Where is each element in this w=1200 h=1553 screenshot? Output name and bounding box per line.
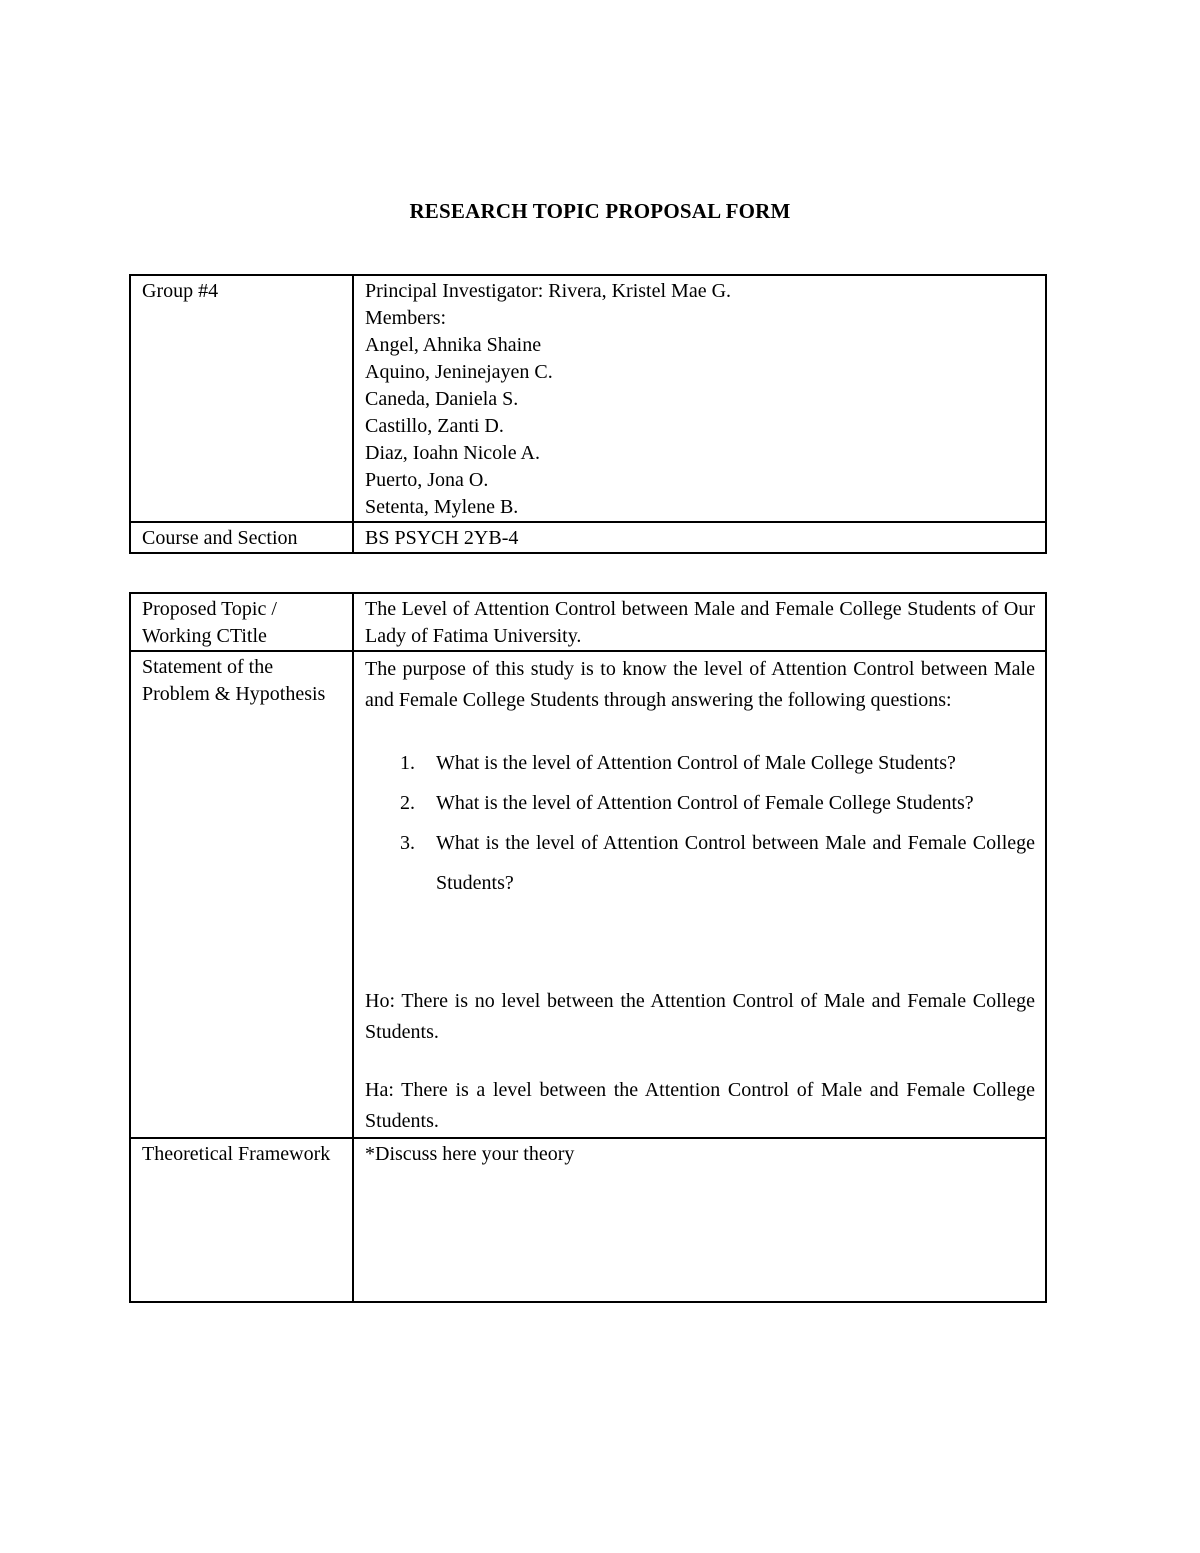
member-name: Setenta, Mylene B. <box>365 496 519 518</box>
topic-value: The Level of Attention Control between Male and Female College Students of Our Lady of Fatima University. <box>353 593 1046 651</box>
members-label: Members: <box>365 307 447 329</box>
research-question <box>400 743 1035 783</box>
question-text: What is the level of Attention Control between Male and Female College Students? <box>436 832 1035 894</box>
research-questions-list <box>400 743 1035 903</box>
question-number: 1. <box>400 752 415 774</box>
group-info-table <box>129 274 1047 554</box>
question-number: 2. <box>400 792 415 814</box>
course-row <box>130 522 1046 553</box>
theory-value: *Discuss here your theory <box>353 1138 1046 1302</box>
null-hypothesis: Ho: There is no level between the Attention Control of Male and Female College Students. <box>365 990 1035 1043</box>
member-name: Diaz, Ioahn Nicole A. <box>365 442 540 464</box>
research-question <box>400 823 1035 903</box>
problem-intro: The purpose of this study is to know the level of Attention Control between Male and Female College Students through answering the following questions: <box>365 658 1035 711</box>
problem-label: Statement of the Problem & Hypothesis <box>130 651 353 1138</box>
alternative-hypothesis: Ha: There is a level between the Attention Control of Male and Female College Students. <box>365 1079 1035 1132</box>
group-label: Group #4 <box>130 275 353 522</box>
research-question <box>400 783 1035 823</box>
member-name: Castillo, Zanti D. <box>365 415 504 437</box>
question-text: What is the level of Attention Control of Male College Students? <box>436 752 956 774</box>
member-name: Puerto, Jona O. <box>365 469 489 491</box>
problem-content <box>353 651 1046 1138</box>
member-name: Caneda, Daniela S. <box>365 388 519 410</box>
form-title: RESEARCH TOPIC PROPOSAL FORM <box>409 199 791 223</box>
member-name: Aquino, Jeninejayen C. <box>365 361 553 383</box>
problem-row <box>130 651 1046 1138</box>
member-name: Angel, Ahnika Shaine <box>365 334 542 356</box>
principal-investigator: Principal Investigator: Rivera, Kristel Mae G. <box>365 280 732 302</box>
topic-label: Proposed Topic / Working CTitle <box>130 593 353 651</box>
course-value: BS PSYCH 2YB-4 <box>353 522 1046 553</box>
question-number: 3. <box>400 832 415 854</box>
topic-proposal-table <box>129 592 1047 1303</box>
course-label: Course and Section <box>130 522 353 553</box>
theory-row <box>130 1138 1046 1302</box>
group-row <box>130 275 1046 522</box>
question-text: What is the level of Attention Control of Female College Students? <box>436 792 974 814</box>
theory-label: Theoretical Framework <box>130 1138 353 1302</box>
topic-row <box>130 593 1046 651</box>
group-details <box>353 275 1046 522</box>
